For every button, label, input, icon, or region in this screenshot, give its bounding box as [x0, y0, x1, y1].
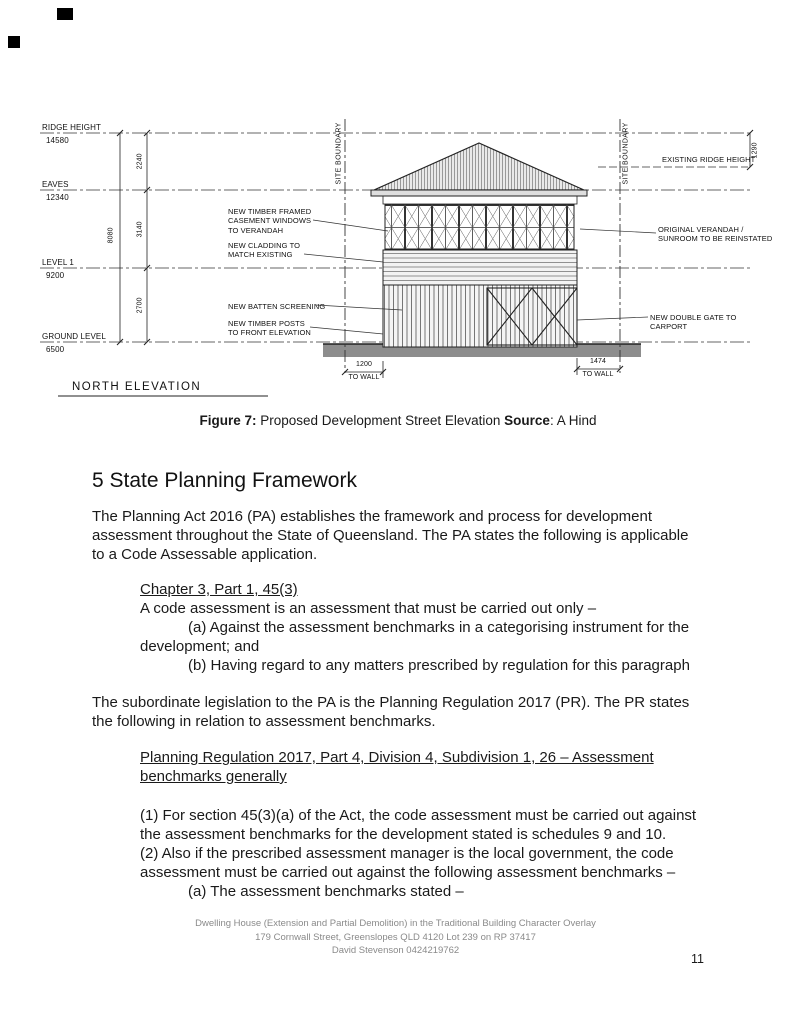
dim-ridge-offset: 1290 — [751, 142, 759, 159]
batten-screening — [383, 285, 577, 347]
page-content — [92, 405, 704, 901]
figure-caption — [92, 411, 704, 430]
scan-artifact-mark — [8, 36, 20, 48]
page-number: 11 — [691, 952, 704, 966]
document-footer — [0, 917, 791, 958]
figure-caption-source-text: : A Hind — [549, 413, 597, 428]
dim-level1-to-ground: 2700 — [136, 297, 144, 314]
dim-left-to-wall-label: TO WALL — [348, 374, 380, 381]
figure-caption-source-label: Source — [504, 413, 550, 428]
figure-caption-label: Figure 7: — [199, 413, 257, 428]
quote-regulation26-item-2: (2) Also if the prescribed assessment manager is the local government, the code assessment must be carried out against the following assessment benchmarks – — [140, 845, 676, 881]
callout-batten-screening: NEW BATTEN SCREENING — [228, 302, 326, 311]
dim-right-to-wall-value: 1474 — [590, 358, 606, 365]
elevation-drawing-figure — [0, 115, 791, 405]
quote-chapter3-item-a: (a) Against the assessment benchmarks in a categorising instrument for the development; and — [140, 619, 690, 655]
footer-line-address: 179 Cornwall Street, Greenslopes QLD 4120 Lot 239 on RP 37417 — [255, 931, 536, 943]
ground-level-label: GROUND LEVEL — [42, 332, 106, 341]
dim-right-to-wall-label: TO WALL — [582, 371, 614, 378]
eaves-label: EAVES — [42, 180, 69, 189]
callout-casement-windows: NEW TIMBER FRAMED CASEMENT WINDOWS TO VERANDAH — [228, 207, 312, 235]
callout-timber-posts: NEW TIMBER POSTS TO FRONT ELEVATION — [228, 319, 311, 338]
ground-level-value: 6500 — [46, 345, 65, 354]
callout-double-gate: NEW DOUBLE GATE TO CARPORT — [650, 313, 737, 332]
quote-regulation26 — [140, 748, 718, 901]
quote-regulation26-item-2a: (a) The assessment benchmarks stated – — [188, 883, 464, 900]
dim-total-height: 8080 — [107, 227, 115, 244]
paragraph-planning-act: The Planning Act 2016 (PA) establishes the framework and process for development assessment throughout the State of Queensland. The PA states the following is applicable to a Code Assessable application. — [92, 508, 689, 563]
quote-chapter3-item-b: (b) Having regard to any matters prescribed by regulation for this paragraph — [188, 657, 690, 674]
eaves-value: 12340 — [46, 193, 69, 202]
dim-ridge-to-eaves: 2240 — [136, 153, 144, 170]
eaves-fascia — [371, 190, 587, 196]
footer-line-contact: David Stevenson 0424219762 — [331, 945, 460, 956]
level1-value: 9200 — [46, 271, 65, 280]
dim-left-to-wall-value: 1200 — [356, 361, 372, 368]
quote-chapter3 — [140, 580, 718, 675]
figure-caption-text: Proposed Development Street Elevation — [256, 413, 505, 428]
callout-original-verandah: ORIGINAL VERANDAH / SUNROOM TO BE REINSTATED — [658, 225, 773, 244]
ridge-height-label: RIDGE HEIGHT — [42, 123, 101, 132]
callout-existing-ridge: EXISTING RIDGE HEIGHT — [662, 155, 756, 164]
quote-chapter3-intro: A code assessment is an assessment that must be carried out only – — [140, 600, 597, 617]
quote-regulation26-item-1: (1) For section 45(3)(a) of the Act, the code assessment must be carried out against the assessment benchmarks for the development stated is schedules 9 and 10. — [140, 807, 697, 843]
site-boundary-left-label: SITE BOUNDARY — [335, 122, 343, 185]
site-boundary-right-label: SITE BOUNDARY — [622, 122, 630, 185]
dim-eaves-to-level1: 3140 — [136, 221, 144, 238]
drawing-title: NORTH ELEVATION — [72, 381, 202, 393]
weatherboard-cladding — [383, 250, 577, 285]
section-heading: 5 State Planning Framework — [92, 469, 357, 492]
quote-chapter3-heading: Chapter 3, Part 1, 45(3) — [140, 581, 298, 598]
level1-label: LEVEL 1 — [42, 258, 74, 267]
footer-line-project: Dwelling House (Extension and Partial Demolition) in the Traditional Building Character Overlay — [195, 918, 596, 929]
ridge-height-value: 14580 — [46, 136, 69, 145]
quote-regulation26-heading: Planning Regulation 2017, Part 4, Division 4, Subdivision 1, 26 – Assessment benchmarks generally — [140, 749, 654, 785]
casement-window-band — [385, 204, 574, 249]
roof — [374, 143, 584, 190]
paragraph-planning-regulation: The subordinate legislation to the PA is the Planning Regulation 2017 (PR). The PR states the following in relation to assessment benchmarks. — [92, 694, 690, 730]
scan-artifact-mark — [57, 8, 73, 20]
callout-new-cladding: NEW CLADDING TO MATCH EXISTING — [228, 241, 301, 260]
